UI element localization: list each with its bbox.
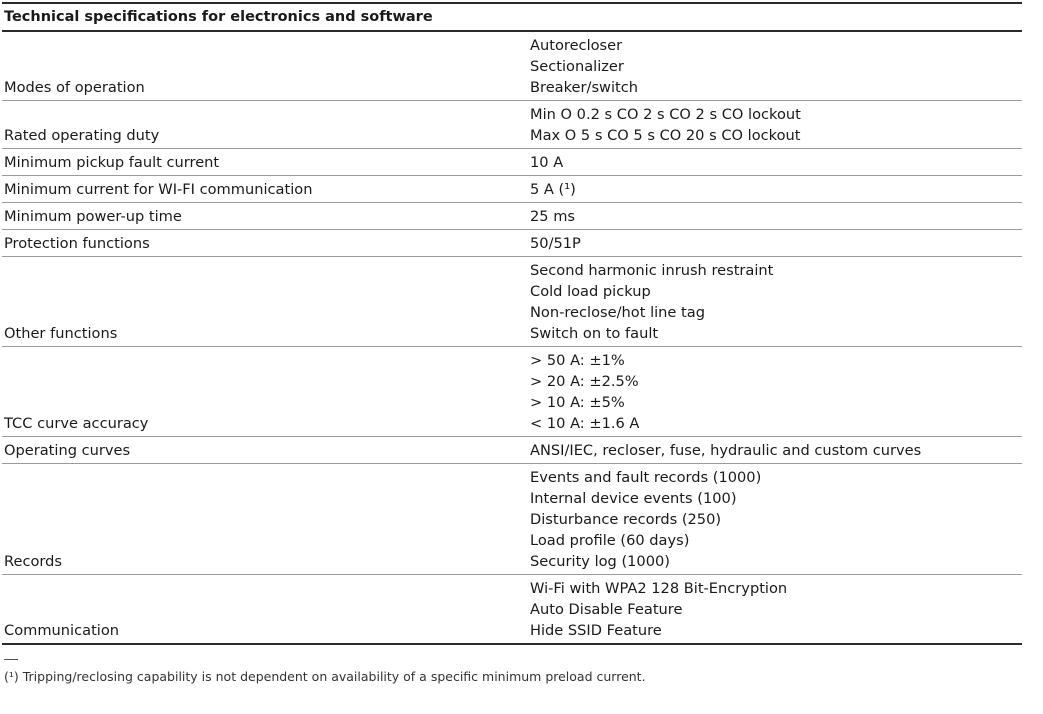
value-line: > 20 A: ±2.5% [530,373,639,390]
value-line: Events and fault records (1000) [530,469,762,486]
value-line: < 10 A: ±1.6 A [530,415,640,432]
value-line: Max O 5 s CO 5 s CO 20 s CO lockout [530,127,801,144]
table-row [2,203,1022,230]
value-line: Load profile (60 days) [530,532,690,549]
value-line: Switch on to fault [530,325,659,342]
row-value [530,464,1022,575]
table-row [2,257,1022,347]
row-label: TCC curve accuracy [2,347,530,437]
value-line: Disturbance records (250) [530,511,722,528]
row-value [530,203,1022,230]
row-label: Rated operating duty [2,101,530,149]
value-line: Wi-Fi with WPA2 128 Bit-Encryption [530,580,788,597]
table-row [2,347,1022,437]
spec-table [2,32,1022,645]
row-value [530,437,1022,464]
row-label: Minimum power-up time [2,203,530,230]
value-line: Second harmonic inrush restraint [530,262,774,279]
footnote-divider [4,659,18,660]
footnote-block [2,659,1022,684]
row-label: Operating curves [2,437,530,464]
row-value [530,101,1022,149]
table-row [2,101,1022,149]
row-value [530,149,1022,176]
value-line: ANSI/IEC, recloser, fuse, hydraulic and custom curves [530,442,922,459]
row-value [530,230,1022,257]
table-row [2,32,1022,101]
value-line: 50/51P [530,235,581,252]
value-line: 5 A (¹) [530,181,576,198]
row-value [530,32,1022,101]
row-value [530,176,1022,203]
value-line: Breaker/switch [530,79,639,96]
value-line: > 10 A: ±5% [530,394,625,411]
row-label: Communication [2,575,530,645]
table-row [2,464,1022,575]
row-label: Protection functions [2,230,530,257]
value-line: Cold load pickup [530,283,651,300]
value-line: Min O 0.2 s CO 2 s CO 2 s CO lockout [530,106,801,123]
value-line: 25 ms [530,208,576,225]
row-label: Minimum current for WI-FI communication [2,176,530,203]
row-label: Modes of operation [2,32,530,101]
value-line: Hide SSID Feature [530,622,662,639]
table-row [2,575,1022,645]
row-label: Other functions [2,257,530,347]
row-value [530,347,1022,437]
table-row [2,437,1022,464]
table-title: Technical specifications for electronics and software [2,2,1022,32]
value-line: Internal device events (100) [530,490,737,507]
value-line: Non-reclose/hot line tag [530,304,705,321]
value-line: Sectionalizer [530,58,624,75]
value-line: Security log (1000) [530,553,670,570]
value-line: > 50 A: ±1% [530,352,625,369]
table-row [2,230,1022,257]
spec-sheet [2,2,1022,684]
spec-table-body [2,32,1022,644]
row-value [530,575,1022,645]
value-line: 10 A [530,154,564,171]
row-label: Records [2,464,530,575]
value-line: Autorecloser [530,37,623,54]
row-label: Minimum pickup fault current [2,149,530,176]
table-row [2,176,1022,203]
row-value [530,257,1022,347]
value-line: Auto Disable Feature [530,601,683,618]
footnote-text: (¹) Tripping/reclosing capability is not dependent on availability of a specific minimum preload current. [4,669,646,684]
table-row [2,149,1022,176]
